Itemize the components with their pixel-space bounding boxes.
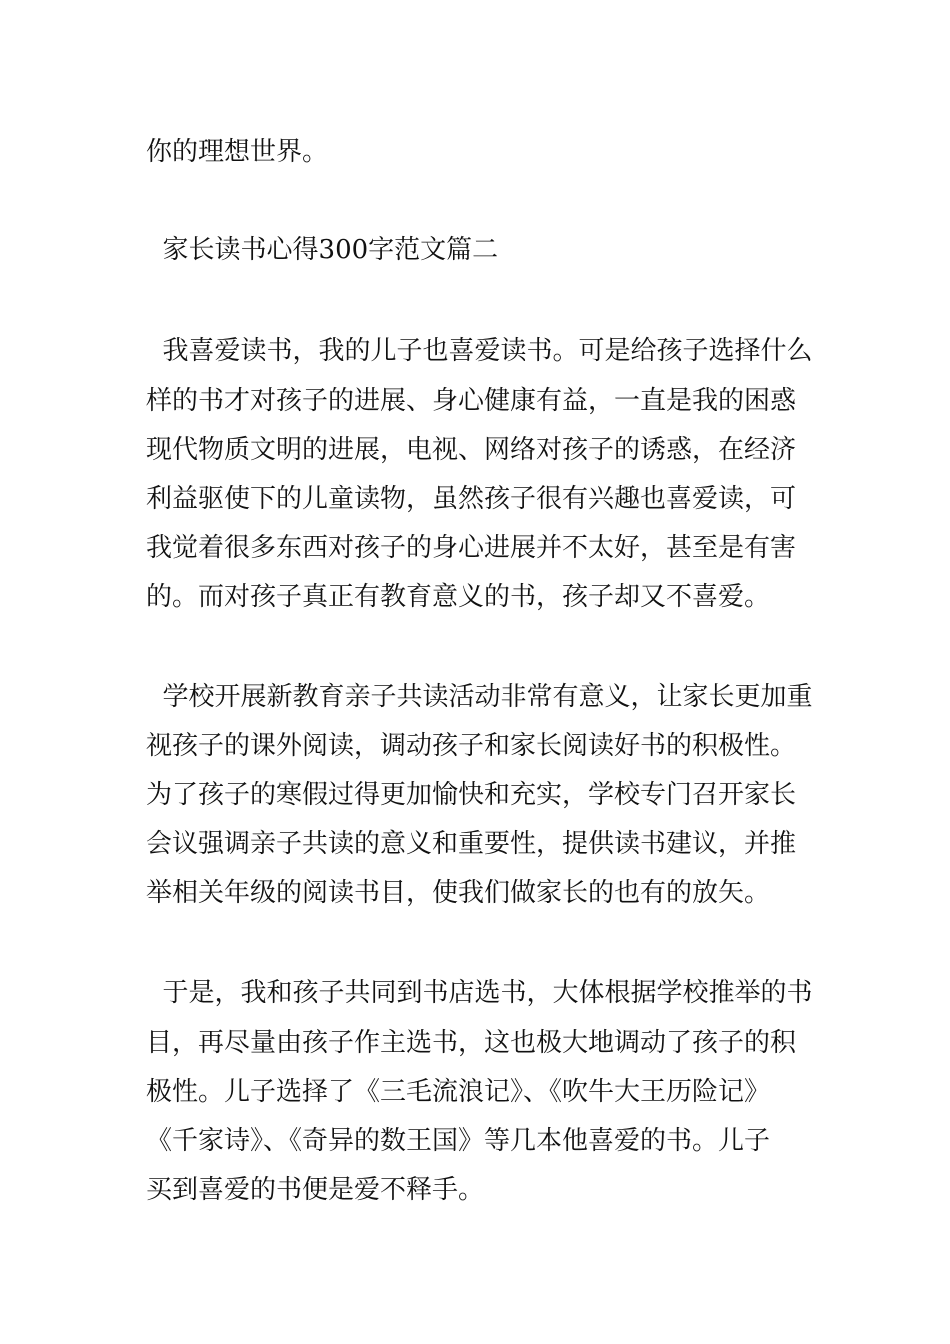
paragraph-line: 视孩子的课外阅读，调动孩子和家长阅读好书的积极性。: [146, 731, 797, 761]
paragraph-line: 举相关年级的阅读书目，使我们做家长的也有的放矢。: [146, 878, 771, 908]
paragraph-line: 我觉着很多东西对孩子的身心进展并不太好，甚至是有害: [146, 533, 797, 563]
section-heading: 家长读书心得300字范文篇二: [146, 235, 499, 265]
opening-line: 你的理想世界。: [146, 137, 329, 167]
paragraph-line: 极性。儿子选择了《三毛流浪记》、《吹牛大王历险记》: [146, 1077, 771, 1107]
paragraph-line: 买到喜爱的书便是爱不释手。: [146, 1175, 485, 1205]
paragraph-line: 于是，我和孩子共同到书店选书，大体根据学校推举的书: [146, 978, 813, 1008]
paragraph-line: 我喜爱读书，我的儿子也喜爱读书。可是给孩子选择什么: [146, 336, 813, 366]
paragraph-line: 目，再尽量由孩子作主选书，这也极大地调动了孩子的积: [146, 1028, 797, 1058]
paragraph-line: 《千家诗》、《奇异的数王国》等几本他喜爱的书。儿子: [146, 1126, 771, 1156]
paragraph-line: 会议强调亲子共读的意义和重要性，提供读书建议，并推: [146, 829, 797, 859]
paragraph-line: 的。而对孩子真正有教育意义的书，孩子却又不喜爱。: [146, 582, 771, 612]
paragraph-line: 学校开展新教育亲子共读活动非常有意义，让家长更加重: [146, 682, 813, 712]
paragraph-line: 现代物质文明的进展，电视、网络对孩子的诱惑，在经济: [146, 435, 797, 465]
paragraph-line: 样的书才对孩子的进展、身心健康有益，一直是我的困惑: [146, 386, 797, 416]
paragraph-line: 利益驱使下的儿童读物，虽然孩子很有兴趣也喜爱读，可: [146, 484, 797, 514]
paragraph-line: 为了孩子的寒假过得更加愉快和充实，学校专门召开家长: [146, 780, 797, 810]
